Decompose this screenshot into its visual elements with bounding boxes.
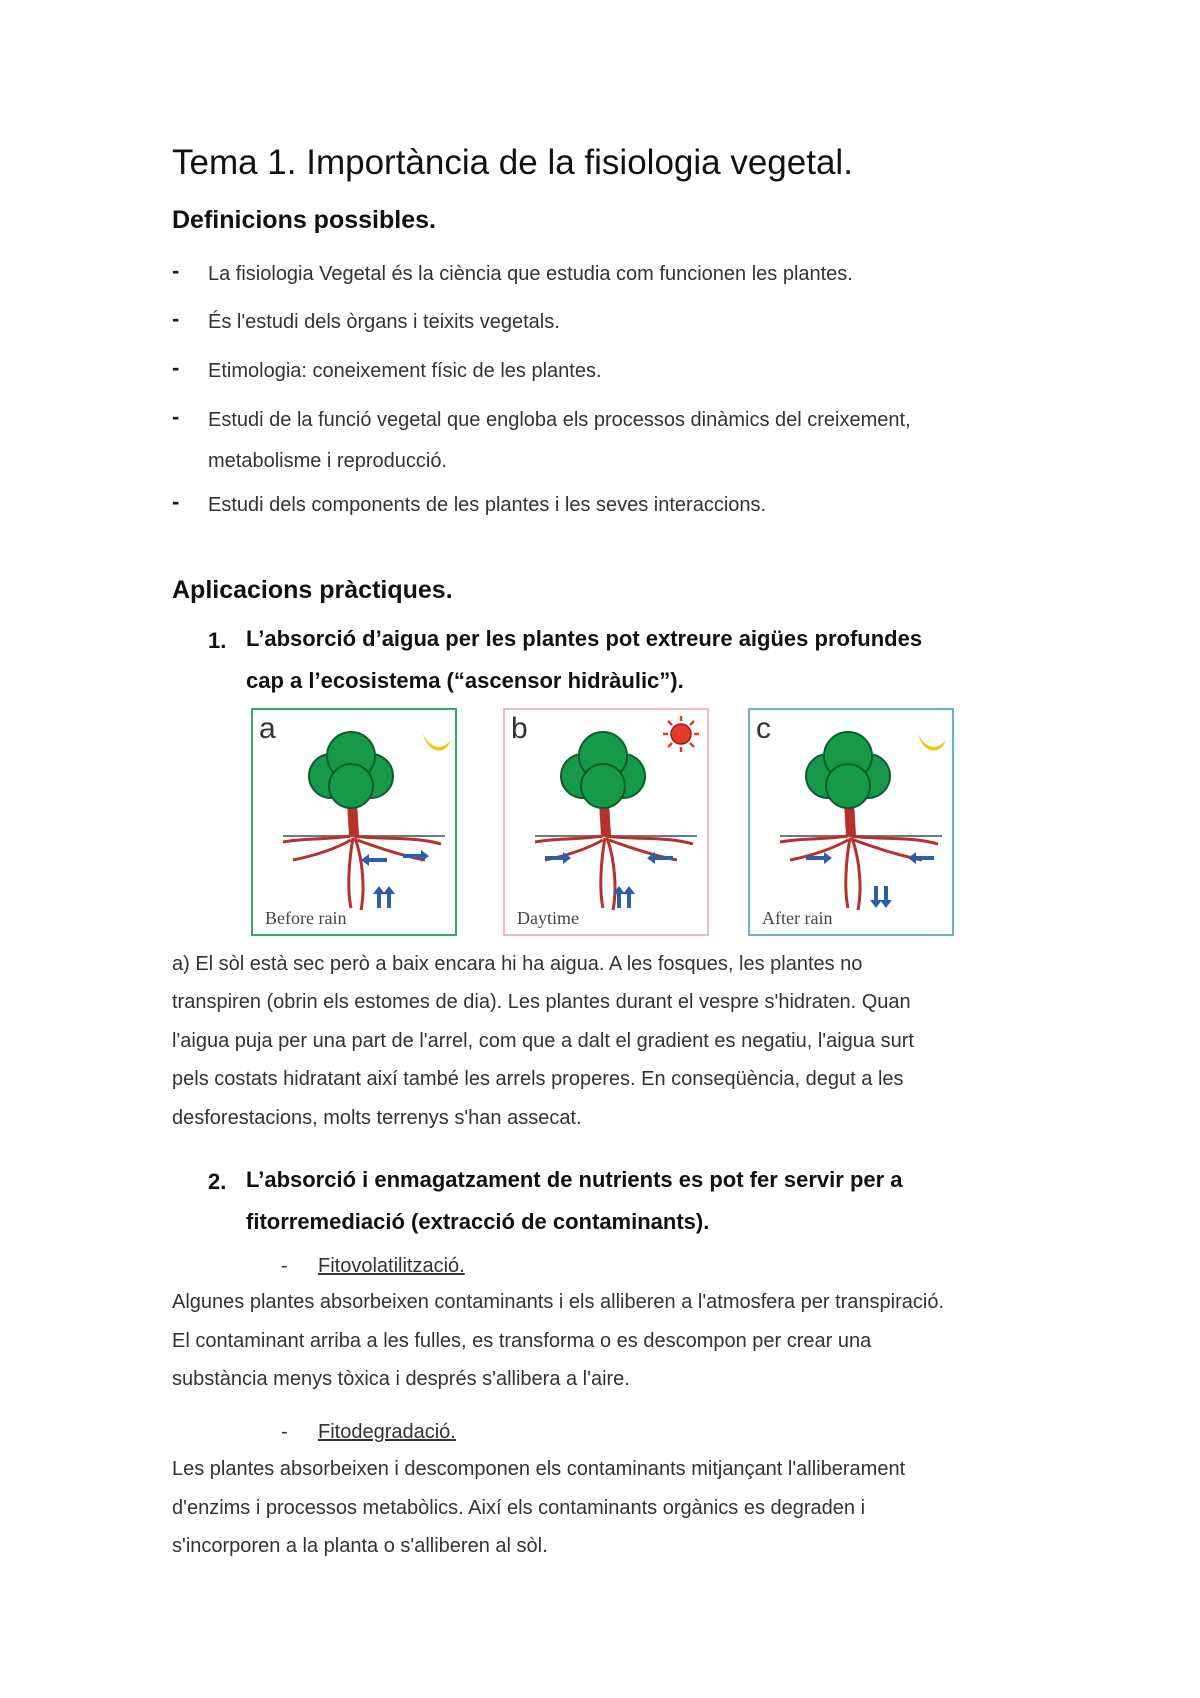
definitions-heading: Definicions possibles.: [172, 206, 436, 234]
definition-item: És l'estudi dels òrgans i teixits vegetals.: [208, 311, 560, 333]
subsection-dash: -: [281, 1255, 288, 1277]
arrow-icon: [806, 852, 934, 908]
paragraph-line: d'enzims i processos metabòlics. Així els contaminants orgànics es degraden i: [172, 1497, 866, 1519]
application-item-line: L’absorció d’aigua per les plantes pot extreure aigües profundes: [246, 626, 923, 651]
paragraph-line: pels costats hidratant així també les arrels properes. En conseqüència, degut a les: [172, 1068, 904, 1090]
paragraph-line: a) El sòl està sec però a baix encara hi ha aigua. A les fosques, les plantes no: [172, 953, 863, 975]
definition-item: La fisiologia Vegetal és la ciència que estudia com funcionen les plantes.: [208, 263, 853, 285]
bullet-marker: -: [172, 306, 180, 331]
paragraph-line: Les plantes absorbeixen i descomponen els contaminants mitjançant l'alliberament: [172, 1458, 906, 1480]
figure-panel-before-rain: [251, 708, 457, 936]
subsection-title: Fitodegradació.: [318, 1421, 456, 1443]
moon-icon: [918, 734, 946, 751]
application-item-line: cap a l’ecosistema (“ascensor hidràulic”).: [246, 668, 684, 693]
paragraph-line: El contaminant arriba a les fulles, es transforma o es descompon per crear una: [172, 1330, 872, 1352]
tree-icon: [535, 732, 693, 910]
paragraph-line: desforestacions, molts terrenys s'han assecat.: [172, 1107, 582, 1129]
tree-roots-illustration: [750, 710, 952, 934]
panel-caption: Daytime: [517, 908, 579, 928]
definition-item-continuation: metabolisme i reproducció.: [208, 450, 447, 472]
tree-icon: [780, 732, 938, 910]
figure-panel-daytime: [503, 708, 709, 936]
panel-label: a: [259, 712, 276, 745]
tree-roots-illustration: [253, 710, 455, 934]
definition-item: Etimologia: coneixement físic de les plantes.: [208, 360, 602, 382]
paragraph-line: Algunes plantes absorbeixen contaminants i els alliberen a l'atmosfera per transpiració.: [172, 1291, 945, 1313]
bullet-marker: -: [172, 404, 180, 429]
subsection-title: Fitovolatilització.: [318, 1255, 465, 1277]
list-number: 2.: [208, 1169, 227, 1194]
definition-item: Estudi de la funció vegetal que engloba els processos dinàmics del creixement,: [208, 409, 911, 431]
paragraph-line: transpiren (obrin els estomes de dia). Les plantes durant el vespre s'hidraten. Quan: [172, 991, 911, 1013]
subsection-dash: -: [281, 1421, 288, 1443]
bullet-marker: -: [172, 258, 180, 283]
panel-label: c: [756, 712, 771, 745]
tree-icon: [283, 732, 441, 910]
definition-item: Estudi dels components de les plantes i les seves interaccions.: [208, 494, 767, 516]
list-number: 1.: [208, 628, 227, 653]
applications-heading: Aplicacions pràctiques.: [172, 576, 453, 604]
figure-panel-after-rain: [748, 708, 954, 936]
paragraph-line: substància menys tòxica i després s'allibera a l'aire.: [172, 1368, 630, 1390]
moon-icon: [423, 734, 451, 751]
paragraph-line: l'aigua puja per una part de l'arrel, com que a dalt el gradient es negatiu, l'aigua surt: [172, 1030, 914, 1052]
bullet-marker: -: [172, 489, 180, 514]
tree-roots-illustration: [505, 710, 707, 934]
panel-caption: After rain: [762, 908, 833, 928]
arrow-icon: [545, 852, 673, 908]
panel-label: b: [511, 712, 528, 745]
panel-caption: Before rain: [265, 908, 347, 928]
page-title: Tema 1. Importància de la fisiologia vegetal.: [172, 143, 853, 182]
application-item-line: L’absorció i enmagatzament de nutrients es pot fer servir per a: [246, 1167, 903, 1192]
paragraph-line: s'incorporen a la planta o s'alliberen al sòl.: [172, 1535, 548, 1557]
sun-icon: [663, 716, 699, 752]
application-item-line: fitorremediació (extracció de contaminants).: [246, 1209, 710, 1234]
bullet-marker: -: [172, 355, 180, 380]
